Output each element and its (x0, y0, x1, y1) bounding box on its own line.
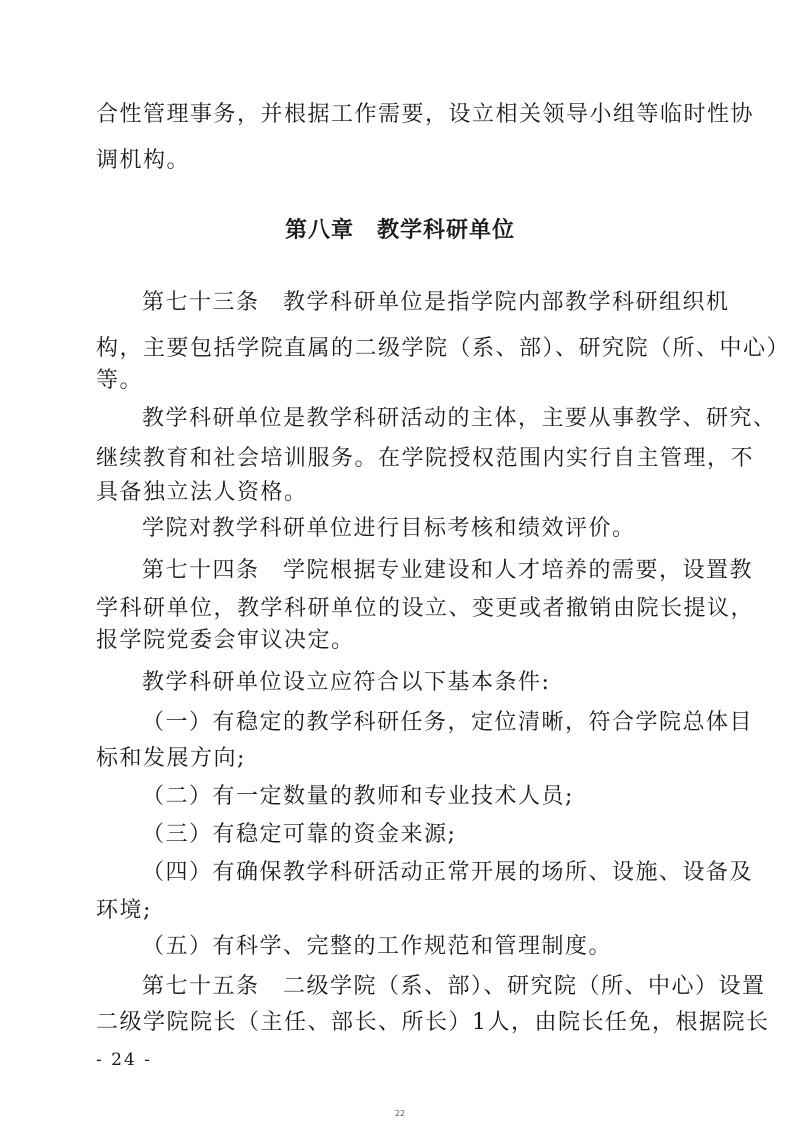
paragraph-line: 教学科研单位是教学科研活动的主体，主要从事教学、研究、 (142, 406, 777, 431)
condition-line: （一）有稳定的教学科研任务，定位清晰，符合学院总体目 (142, 710, 754, 735)
condition-line: 标和发展方向; (96, 746, 246, 771)
condition-line: （五）有科学、完整的工作规范和管理制度。 (142, 934, 613, 959)
condition-line: （二）有一定数量的教师和专业技术人员; (142, 784, 574, 809)
condition-line: （四）有确保教学科研活动正常开展的场所、设施、设备及 (142, 860, 754, 885)
condition-line: （三）有稳定可靠的资金来源; (142, 822, 457, 847)
article-line: 第七十三条 教学科研单位是指学院内部教学科研组织机 (142, 290, 730, 315)
paragraph-line: 继续教育和社会培训服务。在学院授权范围内实行自主管理，不 (96, 446, 755, 471)
article-line: 第七十四条 学院根据专业建设和人才培养的需要，设置教 (142, 558, 754, 583)
article-line: 二级学院院长（主任、部长、所长）1人，由院长任免，根据院长 (96, 1010, 770, 1035)
article-line: 构，主要包括学院直属的二级学院（系、部）、研究院（所、中心） (96, 336, 791, 361)
paragraph-line: 具备独立法人资格。 (96, 480, 308, 505)
condition-line: 环境; (96, 898, 152, 923)
text-line: 合性管理事务，并根据工作需要，设立相关领导小组等临时性协 (96, 102, 755, 127)
article-line: 等。 (96, 368, 144, 393)
article-line: 学科研单位，教学科研单位的设立、变更或者撤销由院长提议， (96, 596, 755, 621)
scan-page-number: 22 (394, 1109, 406, 1118)
paragraph-line: 教学科研单位设立应符合以下基本条件: (142, 670, 551, 695)
page-number: - 24 - (96, 1050, 152, 1070)
article-line: 第七十五条 二级学院（系、部）、研究院（所、中心）设置 (142, 974, 766, 999)
paragraph-line: 学院对教学科研单位进行目标考核和绩效评价。 (142, 516, 636, 541)
text-line: 调机构。 (96, 148, 191, 173)
article-line: 报学院党委会审议决定。 (96, 628, 355, 653)
chapter-heading: 第八章 教学科研单位 (284, 218, 515, 243)
